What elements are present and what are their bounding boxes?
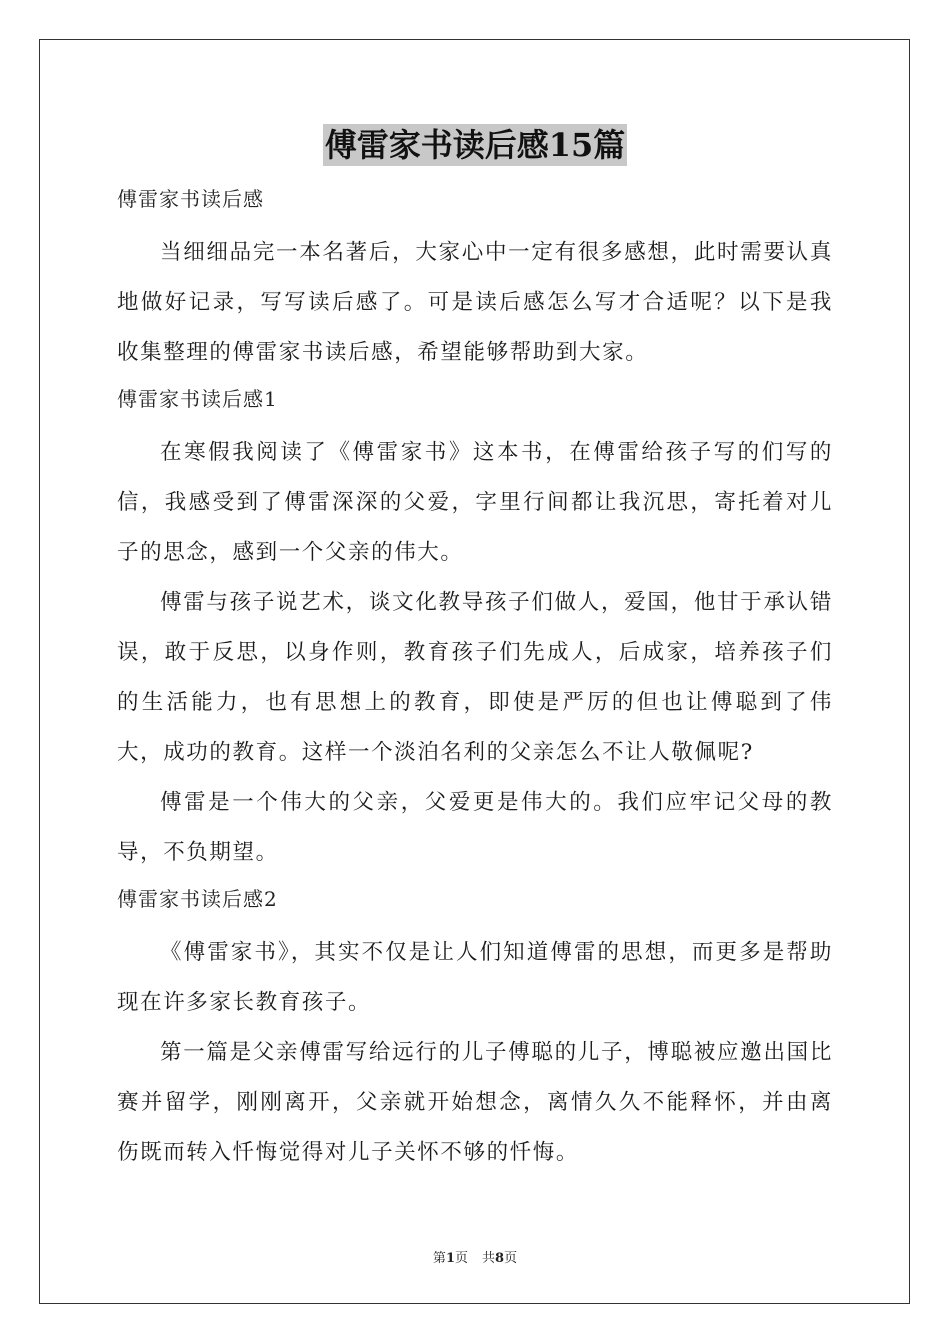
page-prefix: 第: [432, 1251, 446, 1266]
section-heading: 傅雷家书读后感2: [117, 887, 278, 911]
paragraph: 《傅雷家书》，其实不仅是让人们知道傅雷的思想，而更多是帮助现在许多家长教育孩子。: [117, 940, 833, 1015]
paragraph: 在寒假我阅读了《傅雷家书》这本书，在傅雷给孩子写的们写的信，我感受到了傅雷深深的父爱，字里行间都让我沉思，寄托着对儿子的思念，感到一个父亲的伟大。: [117, 440, 833, 565]
title-container: [0, 124, 950, 166]
page-current: 1: [445, 1251, 455, 1266]
document-body: [117, 178, 833, 1178]
section-heading: 傅雷家书读后感: [117, 187, 264, 211]
document-title: 傅雷家书读后感15篇: [324, 126, 626, 164]
page-footer: [0, 1247, 950, 1266]
total-prefix: 共: [482, 1251, 496, 1266]
paragraph: 傅雷与孩子说艺术，谈文化教导孩子们做人，爱国，他甘于承认错误，敢于反思，以身作则，教育孩子们先成人，后成家，培养孩子们的生活能力，也有思想上的教育，即使是严厉的但也让傅聪到了伟大，成功的教育。这样一个淡泊名利的父亲怎么不让人敬佩呢?: [117, 590, 833, 765]
paragraph: 傅雷是一个伟大的父亲，父爱更是伟大的。我们应牢记父母的教导，不负期望。: [117, 790, 833, 865]
paragraph: 第一篇是父亲傅雷写给远行的儿子傅聪的儿子，博聪被应邀出国比赛并留学，刚刚离开，父亲就开始想念，离情久久不能释怀，并由离伤既而转入忏悔觉得对儿子关怀不够的忏悔。: [117, 1040, 833, 1165]
total-suffix: 页: [504, 1251, 518, 1266]
paragraph: 当细细品完一本名著后，大家心中一定有很多感想，此时需要认真地做好记录，写写读后感了。可是读后感怎么写才合适呢？以下是我收集整理的傅雷家书读后感，希望能够帮助到大家。: [117, 240, 833, 365]
page-suffix: 页: [454, 1251, 468, 1266]
page-total: 8: [495, 1251, 505, 1266]
section-heading: 傅雷家书读后感1: [117, 387, 278, 411]
